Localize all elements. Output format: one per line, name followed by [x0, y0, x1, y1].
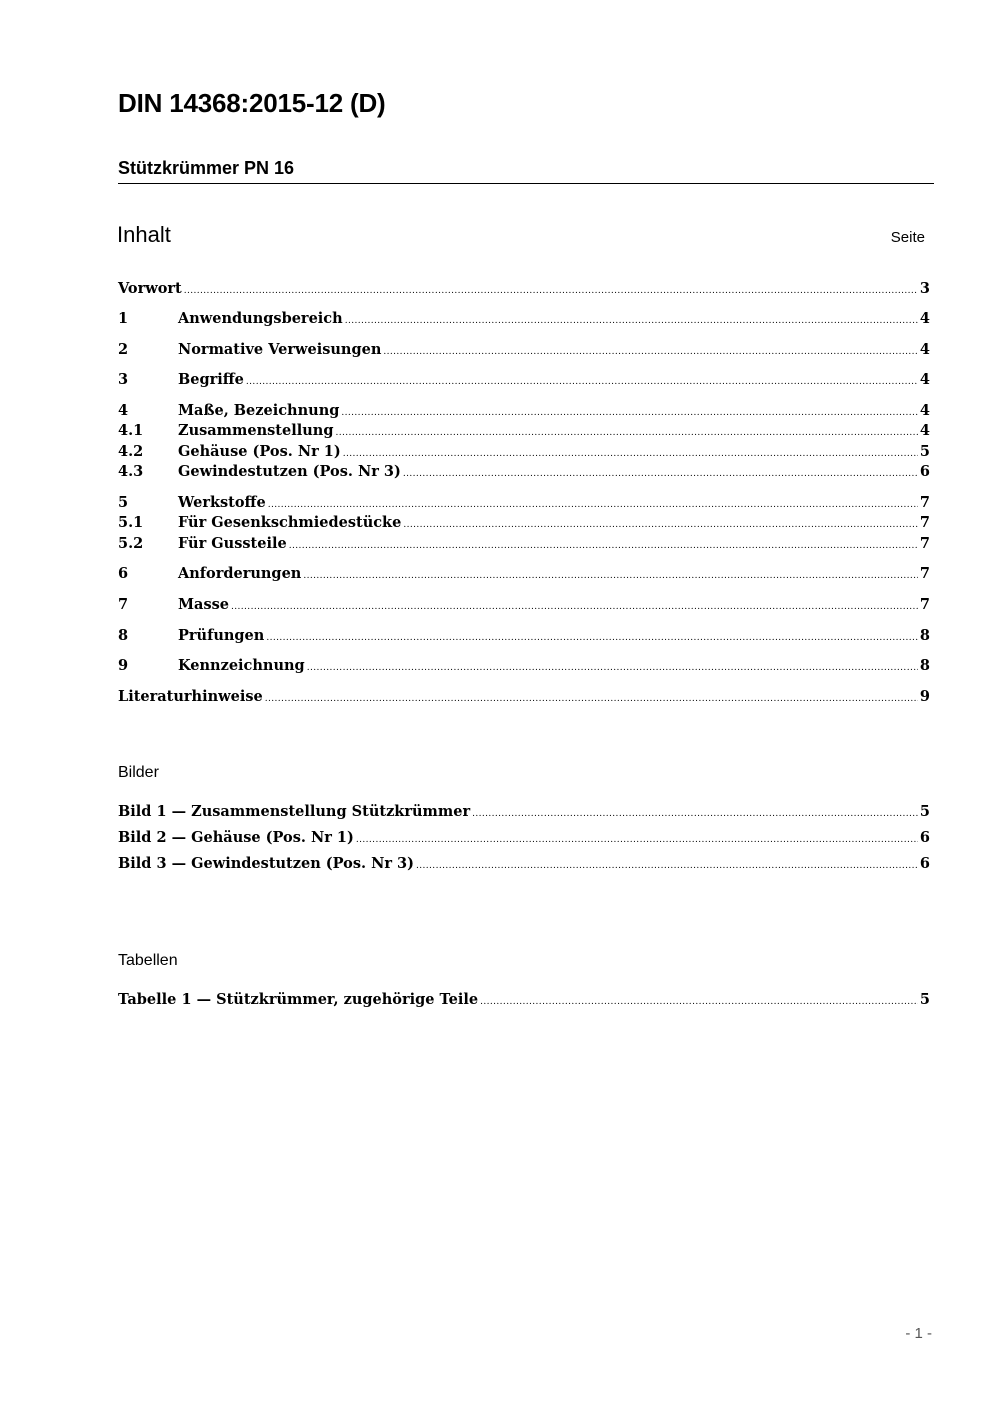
toc-entry-number: 4.3 [118, 463, 144, 480]
toc-entry-5-2[interactable] [118, 535, 930, 555]
toc-entry-number: 9 [118, 657, 129, 674]
figure-entry-3[interactable] [118, 855, 930, 875]
toc-entry-text: Für Gesenkschmiedestücke [178, 514, 402, 531]
toc-entry-number: 4.1 [118, 422, 144, 439]
toc-entry-page: 8 [919, 627, 930, 644]
toc-entry-number: 5.1 [118, 514, 144, 531]
toc-entry-page: 7 [919, 494, 930, 511]
toc-entry-text: Gewindestutzen (Pos. Nr 3) [178, 463, 401, 480]
toc-entry-page: 8 [919, 657, 930, 674]
toc-entry-page: 4 [919, 422, 930, 439]
toc-leader [263, 694, 918, 704]
toc-leader [354, 835, 918, 845]
toc-entry-text: Zusammenstellung [178, 422, 334, 439]
toc-entry-page: 9 [919, 688, 930, 705]
figure-entry-2[interactable] [118, 829, 930, 849]
toc-entry-page: 6 [919, 463, 930, 480]
toc-entry-7[interactable] [118, 596, 930, 616]
toc-leader [244, 377, 918, 387]
toc-leader [229, 602, 918, 612]
figure-entry-1[interactable] [118, 803, 930, 823]
toc-leader [478, 997, 918, 1007]
toc-entry-5-1[interactable] [118, 514, 930, 534]
table-entry-text: Tabelle 1 — Stützkrümmer, zugehörige Teile [118, 991, 479, 1008]
toc-heading: Inhalt [117, 222, 171, 247]
table-entry-page: 5 [919, 991, 930, 1008]
toc-entry-1[interactable] [118, 310, 930, 330]
toc-entry-number: 6 [118, 565, 129, 582]
toc-entry-text: Normative Verweisungen [178, 341, 382, 358]
toc-entry-page: 7 [919, 514, 930, 531]
tables-heading: Tabellen [118, 952, 178, 969]
toc-entry-8[interactable] [118, 627, 930, 647]
toc-entry-text: Gehäuse (Pos. Nr 1) [178, 443, 341, 460]
toc-entry-text: Masse [178, 596, 229, 613]
toc-entry-3[interactable] [118, 371, 930, 391]
toc-leader [401, 520, 918, 530]
title-divider [118, 183, 934, 184]
toc-entry-number: 5.2 [118, 535, 144, 552]
toc-entry-4-3[interactable] [118, 463, 930, 483]
toc-entry-2[interactable] [118, 341, 930, 361]
document-id: DIN 14368:2015-12 (D) [118, 88, 386, 118]
toc-page-column-label: Seite [890, 229, 925, 246]
toc-entry-number: 4 [118, 402, 129, 419]
toc-leader [339, 408, 918, 418]
toc-entry-page: 5 [919, 443, 930, 460]
figure-entry-page: 6 [919, 829, 930, 846]
toc-entry-page: 3 [919, 280, 930, 297]
toc-entry-6[interactable] [118, 565, 930, 585]
toc-leader [381, 347, 918, 357]
toc-entry-number: 7 [118, 596, 129, 613]
toc-entry-4[interactable] [118, 402, 930, 422]
toc-leader [343, 316, 918, 326]
toc-leader [264, 633, 918, 643]
toc-leader [333, 428, 917, 438]
toc-entry-text: Begriffe [178, 371, 244, 388]
toc-entry-4-1[interactable] [118, 422, 930, 442]
toc-entry-4-2[interactable] [118, 443, 930, 463]
toc-entry-text: Für Gussteile [178, 535, 287, 552]
toc-leader [341, 449, 918, 459]
toc-entry-number: 8 [118, 627, 129, 644]
toc-entry-text: Werkstoffe [178, 494, 266, 511]
table-entry-1[interactable] [118, 991, 930, 1011]
figure-entry-text: Bild 3 — Gewindestutzen (Pos. Nr 3) [118, 855, 414, 872]
toc-leader [470, 809, 918, 819]
toc-leader [182, 286, 918, 296]
figure-entry-text: Bild 2 — Gehäuse (Pos. Nr 1) [118, 829, 354, 846]
page-number: - 1 - [905, 1325, 932, 1342]
toc-entry-bibliography[interactable] [118, 688, 930, 708]
toc-entry-page: 7 [919, 565, 930, 582]
toc-entry-9[interactable] [118, 657, 930, 677]
toc-entry-number: 5 [118, 494, 129, 511]
toc-entry-page: 7 [919, 596, 930, 613]
toc-entry-text: Kennzeichnung [178, 657, 305, 674]
toc-entry-text: Anwendungsbereich [178, 310, 343, 327]
toc-entry-number: 3 [118, 371, 129, 388]
toc-leader [287, 541, 918, 551]
toc-entry-page: 4 [919, 310, 930, 327]
figures-heading: Bilder [118, 764, 159, 781]
toc-entry-5[interactable] [118, 494, 930, 514]
toc-entry-text: Maße, Bezeichnung [178, 402, 340, 419]
toc-entry-foreword[interactable] [118, 280, 930, 300]
toc-entry-number: 1 [118, 310, 129, 327]
figure-entry-text: Bild 1 — Zusammenstellung Stützkrümmer [118, 803, 471, 820]
toc-entry-page: 4 [919, 371, 930, 388]
toc-entry-text: Anforderungen [178, 565, 302, 582]
toc-entry-number: 4.2 [118, 443, 144, 460]
toc-entry-page: 7 [919, 535, 930, 552]
toc-entry-text: Literaturhinweise [118, 688, 263, 705]
document-title: Stützkrümmer PN 16 [118, 158, 295, 178]
figure-entry-page: 6 [919, 855, 930, 872]
toc-leader [266, 500, 918, 510]
figure-entry-page: 5 [919, 803, 930, 820]
toc-leader [414, 861, 918, 871]
toc-entry-text: Vorwort [118, 280, 182, 297]
toc-entry-page: 4 [919, 402, 930, 419]
toc-entry-text: Prüfungen [178, 627, 265, 644]
toc-leader [401, 469, 918, 479]
toc-leader [301, 571, 918, 581]
toc-leader [305, 663, 918, 673]
toc-entry-page: 4 [919, 341, 930, 358]
toc-entry-number: 2 [118, 341, 129, 358]
